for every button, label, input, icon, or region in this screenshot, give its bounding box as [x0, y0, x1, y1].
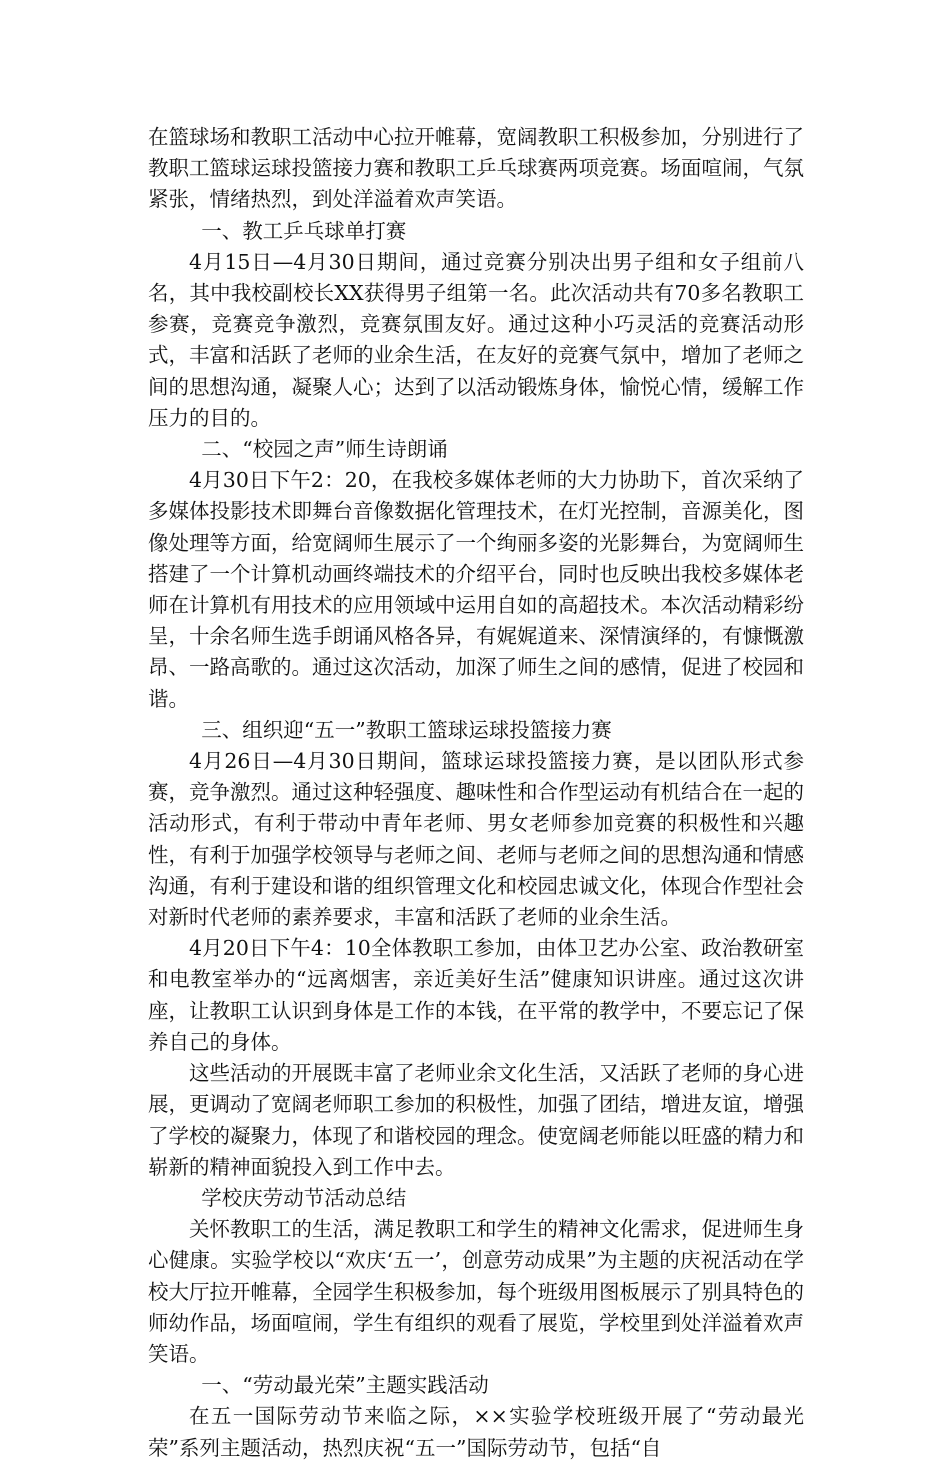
article-title-labor-day: 学校庆劳动节活动总结 — [201, 1185, 407, 1210]
section-heading-labor-glory: 一、“劳动最光荣”主题实践活动 — [201, 1373, 489, 1398]
paragraph-labor-glory: 在五一国际劳动节来临之际，××实验学校班级开展了“劳动最光荣”系列主题活动，热烈庆祝“五一”国际劳动节，包括“自 — [148, 1404, 804, 1460]
section-heading-poetry-recital: 二、“校园之声”师生诗朗诵 — [201, 437, 448, 462]
paragraph-summary: 这些活动的开展既丰富了老师业余文化生活，又活跃了老师的身心进展，更调动了宽阔老师职工参加的积极性，加强了团结，增进友谊，增强了学校的凝聚力，体现了和谐校园的理念。使宽阔老师能以旺盛的精力和崭新的精神面貌投入到工作中去。 — [148, 1061, 804, 1179]
document-body — [148, 122, 804, 1464]
paragraph-table-tennis: 4月15日—4月30日期间，通过竞赛分别决出男子组和女子组前八名，其中我校副校长XX获得男子组第一名。此次活动共有70多名教职工参赛，竞赛竞争激烈，竞赛氛围友好。通过这种小巧灵活的竞赛活动形式，丰富和活跃了老师的业余生活，在友好的竞赛气氛中，增加了老师之间的思想沟通，凝聚人心；达到了以活动锻炼身体，愉悦心情，缓解工作压力的目的。 — [148, 249, 804, 430]
paragraph-intro-continued: 在篮球场和教职工活动中心拉开帷幕，宽阔教职工积极参加，分别进行了教职工篮球运球投篮接力赛和教职工乒乓球赛两项竞赛。场面喧闹，气氛紧张，情绪热烈，到处洋溢着欢声笑语。 — [148, 125, 804, 212]
paragraph-basketball-relay: 4月26日—4月30日期间，篮球运球投篮接力赛，是以团队形式参赛，竞争激烈。通过这种轻强度、趣味性和合作型运动有机结合在一起的活动形式，有利于带动中青年老师、男女老师参加竞赛的积极性和兴趣性，有利于加强学校领导与老师之间、老师与老师之间的思想沟通和情感沟通，有利于建设和谐的组织管理文化和校园忠诚文化，体现合作型社会对新时代老师的素养要求，丰富和活跃了老师的业余生活。 — [148, 749, 804, 930]
section-heading-table-tennis: 一、教工乒乓球单打赛 — [201, 218, 407, 243]
paragraph-poetry-recital: 4月30日下午2：20，在我校多媒体老师的大力协助下，首次采纳了多媒体投影技术即舞台音像数据化管理技术，在灯光控制，音源美化，图像处理等方面，给宽阔师生展示了一个绚丽多姿的光影舞台，为宽阔师生搭建了一个计算机动画终端技术的介绍平台，同时也反映出我校多媒体老师在计算机有用技术的应用领域中运用自如的高超技术。本次活动精彩纷呈，十余名师生选手朗诵风格各异，有娓娓道来、深情演绎的，有慷慨激昂、一路高歌的。通过这次活动，加深了师生之间的感情，促进了校园和谐。 — [148, 468, 804, 711]
paragraph-health-lecture: 4月20日下午4：10全体教职工参加，由体卫艺办公室、政治教研室和电教室举办的“远离烟害，亲近美好生活”健康知识讲座。通过这次讲座，让教职工认识到身体是工作的本钱，在平常的教学中，不要忘记了保养自己的身体。 — [148, 936, 804, 1054]
section-heading-basketball-relay: 三、组织迎“五一”教职工篮球运球投篮接力赛 — [201, 717, 612, 742]
paragraph-labor-day-intro: 关怀教职工的生活，满足教职工和学生的精神文化需求，促进师生身心健康。实验学校以“欢庆‘五一’，创意劳动成果”为主题的庆祝活动在学校大厅拉开帷幕，全园学生积极参加，每个班级用图板展示了别具特色的师幼作品，场面喧闹，学生有组织的观看了展览，学校里到处洋溢着欢声笑语。 — [148, 1217, 804, 1366]
